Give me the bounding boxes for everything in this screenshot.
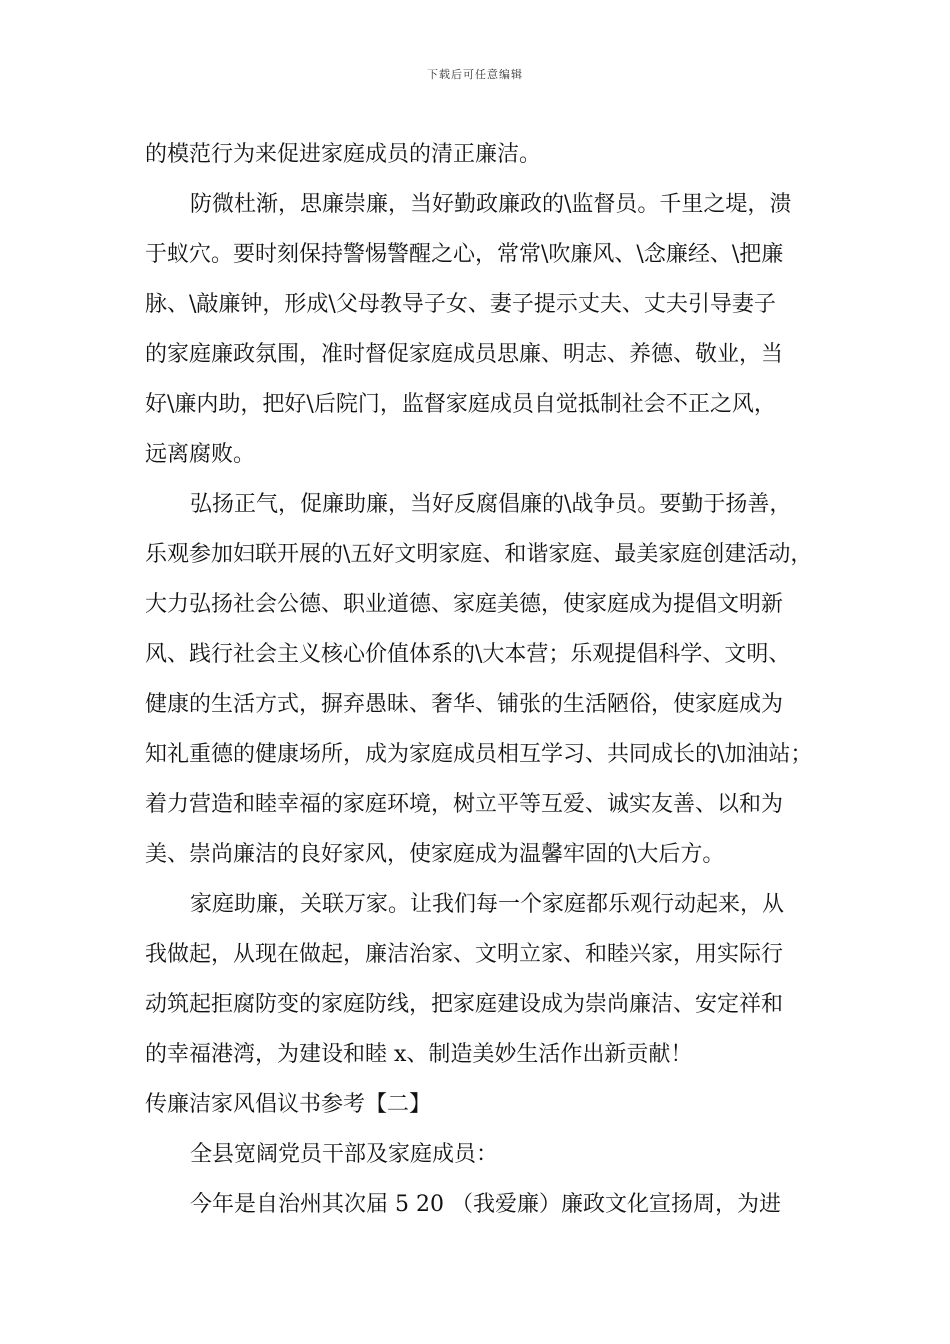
text-line: 动筑起拒腐防变的家庭防线，把家庭建设成为崇尚廉洁、安定祥和 [145,992,784,1017]
text-line: 知礼重德的健康场所，成为家庭成员相互学习、共同成长的\加油站； [145,742,813,767]
text-line: 的幸福港湾，为建设和睦 x、制造美妙生活作出新贡献！ [145,1042,693,1067]
salutation-line: 全县宽阔党员干部及家庭成员： [190,1142,499,1167]
paragraph-start-line: 防微杜渐，思廉崇廉，当好勤政廉政的\监督员。千里之堤，溃 [190,192,792,217]
text-line: 大力弘扬社会公德、职业道德、家庭美德，使家庭成为提倡文明新 [145,592,784,617]
section-heading: 传廉洁家风倡议书参考【二】 [145,1092,432,1117]
paragraph-start-line: 弘扬正气，促廉助廉，当好反腐倡廉的\战争员。要勤于扬善， [190,492,792,517]
text-line: 乐观参加妇联开展的\五好文明家庭、和谐家庭、最美家庭创建活动， [145,542,813,567]
text-line: 的家庭廉政氛围，准时督促家庭成员思廉、明志、养德、敬业，当 [145,342,784,367]
text-line: 于蚁穴。要时刻保持警惕警醒之心，常常\吹廉风、\念廉经、\把廉 [145,242,784,267]
page-header: 下载后可任意编辑 [427,68,523,81]
text-line: 好\廉内助，把好\后院门，监督家庭成员自觉抵制社会不正之风， [145,392,776,417]
document-body [145,130,825,1230]
text-line: 的模范行为来促进家庭成员的清正廉洁。 [145,142,542,167]
text-line: 风、践行社会主义核心价值体系的\大本营；乐观提倡科学、文明、 [145,642,791,667]
text-line: 着力营造和睦幸福的家庭环境，树立平等互爱、诚实友善、以和为 [145,792,784,817]
text-line: 远离腐败。 [145,442,256,467]
text-line: 健康的生活方式，摒弃愚昧、奢华、铺张的生活陋俗，使家庭成为 [145,692,784,717]
text-line: 我做起，从现在做起，廉洁治家、文明立家、和睦兴家，用实际行 [145,942,784,967]
paragraph-start-line: 家庭助廉，关联万家。让我们每一个家庭都乐观行动起来，从 [190,892,785,917]
text-line: 脉、\敲廉钟，形成\父母教导子女、妻子提示丈夫、丈夫引导妻子 [145,292,776,317]
paragraph-start-line: 今年是自治州其次届 5 20 （我爱廉）廉政文化宣扬周，为进 [190,1192,781,1217]
text-line: 美、崇尚廉洁的良好家风，使家庭成为温馨牢固的\大后方。 [145,842,725,867]
